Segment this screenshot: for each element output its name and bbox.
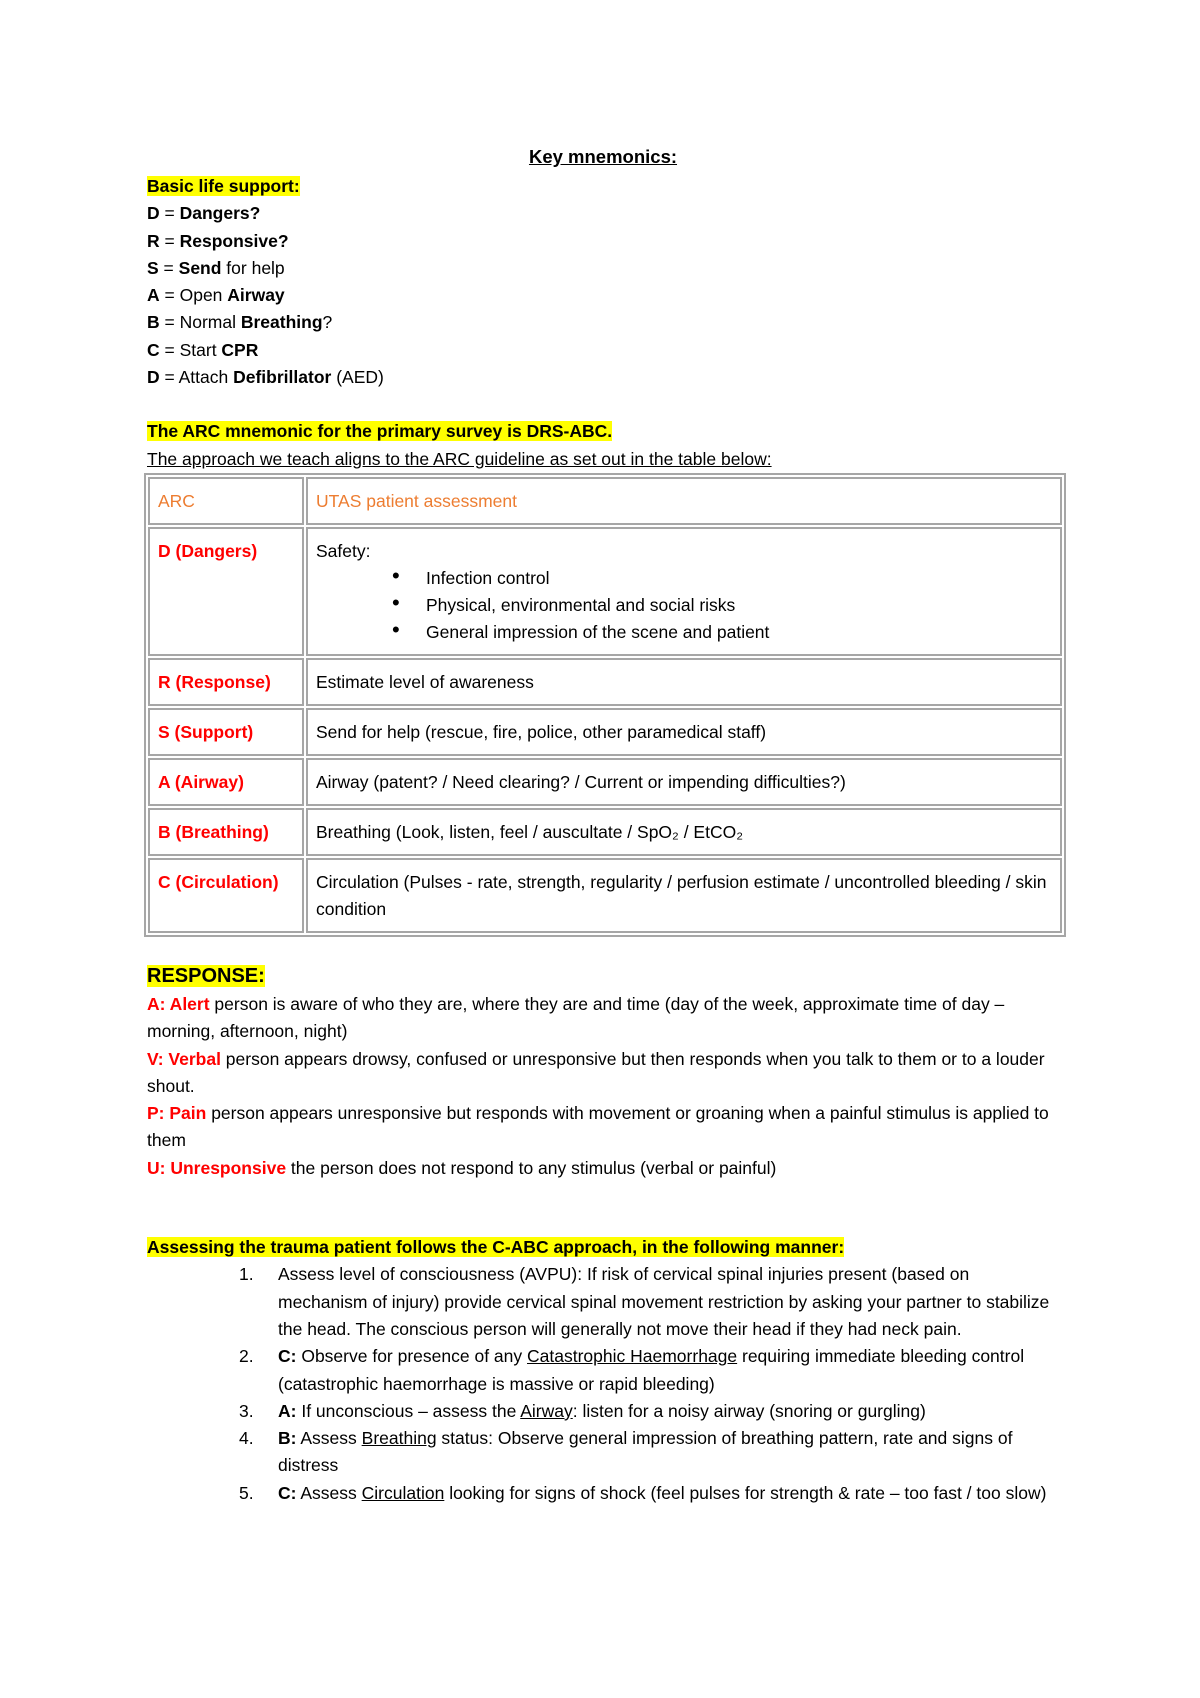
step-lead: A: xyxy=(278,1400,297,1421)
bls-term: Airway xyxy=(227,285,285,306)
utas-text: Safety: xyxy=(316,540,371,561)
step-number: 4. xyxy=(239,1428,254,1449)
bls-key: D xyxy=(147,203,160,224)
bullet-item: • Infection control xyxy=(426,565,1052,592)
bullet-list xyxy=(316,565,1052,646)
step-text: Assess xyxy=(296,1428,362,1449)
table-row xyxy=(148,758,1062,806)
bls-term: CPR xyxy=(221,339,259,360)
utas-text: Airway (patent? / Need clearing? / Current or impending difficulties?) xyxy=(316,771,846,792)
bls-item: D = Attach Defibrillator (AED) xyxy=(147,367,384,388)
table-row xyxy=(148,658,1062,706)
bls-item: A = Open Airway xyxy=(147,285,285,306)
arc-cell: B (Breathing) xyxy=(148,808,304,856)
response-text: person appears unresponsive but responds with movement or groaning when a painful stimulus is applied to them xyxy=(147,1103,1049,1151)
bls-key: D xyxy=(147,367,160,388)
bls-term: Dangers? xyxy=(179,203,261,224)
bullet-item: • Physical, environmental and social risks xyxy=(426,592,1052,619)
utas-cell xyxy=(306,758,1062,806)
bls-term: Defibrillator xyxy=(233,367,332,388)
response-label: U: Unresponsive xyxy=(147,1157,287,1178)
bls-item: S = Send for help xyxy=(147,257,285,278)
response-item xyxy=(147,1046,1059,1101)
response-label: A: Alert xyxy=(147,993,210,1014)
response-text: the person does not respond to any stimulus (verbal or painful) xyxy=(286,1157,777,1178)
bls-term: Send xyxy=(178,257,222,278)
step-text: Observe for presence of any xyxy=(296,1346,528,1367)
response-text: person is aware of who they are, where they are and time (day of the week, approximate time of day – morning, afternoon, night) xyxy=(147,993,1005,1042)
step-lead: C: xyxy=(278,1346,297,1367)
list-item xyxy=(147,1398,1059,1425)
arc-cell: D (Dangers) xyxy=(148,527,304,656)
arc-intro: The approach we teach aligns to the ARC guideline as set out in the table below: xyxy=(147,448,772,469)
step-number: 2. xyxy=(239,1346,254,1367)
bls-item: C = Start CPR xyxy=(147,339,259,360)
arc-cell: C (Circulation) xyxy=(148,858,304,933)
utas-cell xyxy=(306,808,1062,856)
list-item xyxy=(147,1261,1059,1343)
table-row xyxy=(148,808,1062,856)
step-text: Assess level of consciousness (AVPU): If risk of cervical spinal injuries present (based on mechanism of injury) provide cervical spinal movement restriction by asking your partner to stabilize the head. The conscious person will generally not move their head if they had neck pain. xyxy=(278,1264,1050,1339)
bls-prefix: Attach xyxy=(178,367,234,388)
trauma-steps xyxy=(147,1261,1059,1507)
utas-cell xyxy=(306,858,1062,933)
arc-cell: S (Support) xyxy=(148,708,304,756)
page-title: Key mnemonics: xyxy=(528,146,678,167)
bls-key: A xyxy=(147,285,160,306)
step-number: 5. xyxy=(239,1482,254,1503)
bls-list xyxy=(147,200,1059,391)
arc-cell: A (Airway) xyxy=(148,758,304,806)
utas-cell xyxy=(306,658,1062,706)
utas-text: Circulation (Pulses - rate, strength, regularity / perfusion estimate / uncontrolled bleeding / skin condition xyxy=(316,871,1047,919)
bls-suffix: ? xyxy=(322,312,333,333)
bls-prefix: Open xyxy=(179,285,228,306)
step-term: Circulation xyxy=(361,1482,445,1503)
bls-heading: Basic life support: xyxy=(147,176,300,196)
bullet-item: • General impression of the scene and patient xyxy=(426,619,1052,646)
column-header-arc: ARC xyxy=(148,477,304,525)
response-heading: RESPONSE: xyxy=(147,964,265,987)
list-item xyxy=(147,1343,1059,1398)
step-text: If unconscious – assess the xyxy=(296,1400,521,1421)
step-text-tail: : listen for a noisy airway (snoring or gurgling) xyxy=(572,1400,926,1421)
bls-prefix: Normal xyxy=(179,312,241,333)
response-label: V: Verbal xyxy=(147,1048,221,1069)
table-header-row xyxy=(148,477,1062,525)
step-lead: B: xyxy=(278,1428,297,1449)
bls-suffix: (AED) xyxy=(331,367,384,388)
response-item xyxy=(147,1100,1059,1155)
step-lead: C: xyxy=(278,1482,297,1503)
table-row xyxy=(148,708,1062,756)
arc-cell: R (Response) xyxy=(148,658,304,706)
table-row xyxy=(148,858,1062,933)
column-header-utas: UTAS patient assessment xyxy=(306,477,1062,525)
utas-text: Estimate level of awareness xyxy=(316,671,534,692)
bls-term: Responsive? xyxy=(179,230,289,251)
arc-table xyxy=(144,473,1066,937)
bls-key: S xyxy=(147,257,159,278)
bls-key: C xyxy=(147,339,160,360)
step-number: 3. xyxy=(239,1400,254,1421)
step-text: Assess xyxy=(296,1482,362,1503)
bls-term: Breathing xyxy=(240,312,323,333)
step-term: Catastrophic Haemorrhage xyxy=(527,1346,738,1367)
response-item xyxy=(147,991,1059,1046)
utas-cell xyxy=(306,527,1062,656)
response-label: P: Pain xyxy=(147,1103,207,1124)
utas-text: Send for help (rescue, fire, police, other paramedical staff) xyxy=(316,721,767,742)
document-page xyxy=(147,146,1059,1507)
step-text-tail: requiring immediate bleeding control (catastrophic haemorrhage is massive or rapid bleeding) xyxy=(278,1346,1025,1394)
bls-suffix: for help xyxy=(221,257,285,278)
step-text-tail: looking for signs of shock (feel pulses for strength & rate – too fast / too slow) xyxy=(444,1482,1047,1503)
response-list xyxy=(147,991,1059,1182)
step-number: 1. xyxy=(239,1264,254,1285)
bls-item: R = Responsive? xyxy=(147,230,289,251)
response-item xyxy=(147,1155,1059,1182)
bls-prefix: Start xyxy=(179,339,222,360)
bls-key: R xyxy=(147,230,160,251)
step-term: Airway xyxy=(520,1400,573,1421)
bls-key: B xyxy=(147,312,160,333)
arc-heading: The ARC mnemonic for the primary survey is DRS-ABC. xyxy=(147,421,613,442)
utas-text: Breathing (Look, listen, feel / auscultate / SpO₂ / EtCO₂ xyxy=(316,821,743,842)
list-item xyxy=(147,1480,1059,1507)
step-text-tail: status: Observe general impression of breathing pattern, rate and signs of distress xyxy=(278,1428,1013,1476)
bls-item: D = Dangers? xyxy=(147,203,261,224)
table-row xyxy=(148,527,1062,656)
step-term: Breathing xyxy=(361,1428,437,1449)
utas-cell xyxy=(306,708,1062,756)
trauma-heading: Assessing the trauma patient follows the C-ABC approach, in the following manner: xyxy=(147,1237,845,1258)
bls-item: B = Normal Breathing? xyxy=(147,312,333,333)
list-item xyxy=(147,1425,1059,1480)
response-text: person appears drowsy, confused or unresponsive but then responds when you talk to them or to a louder shout. xyxy=(147,1048,1045,1096)
